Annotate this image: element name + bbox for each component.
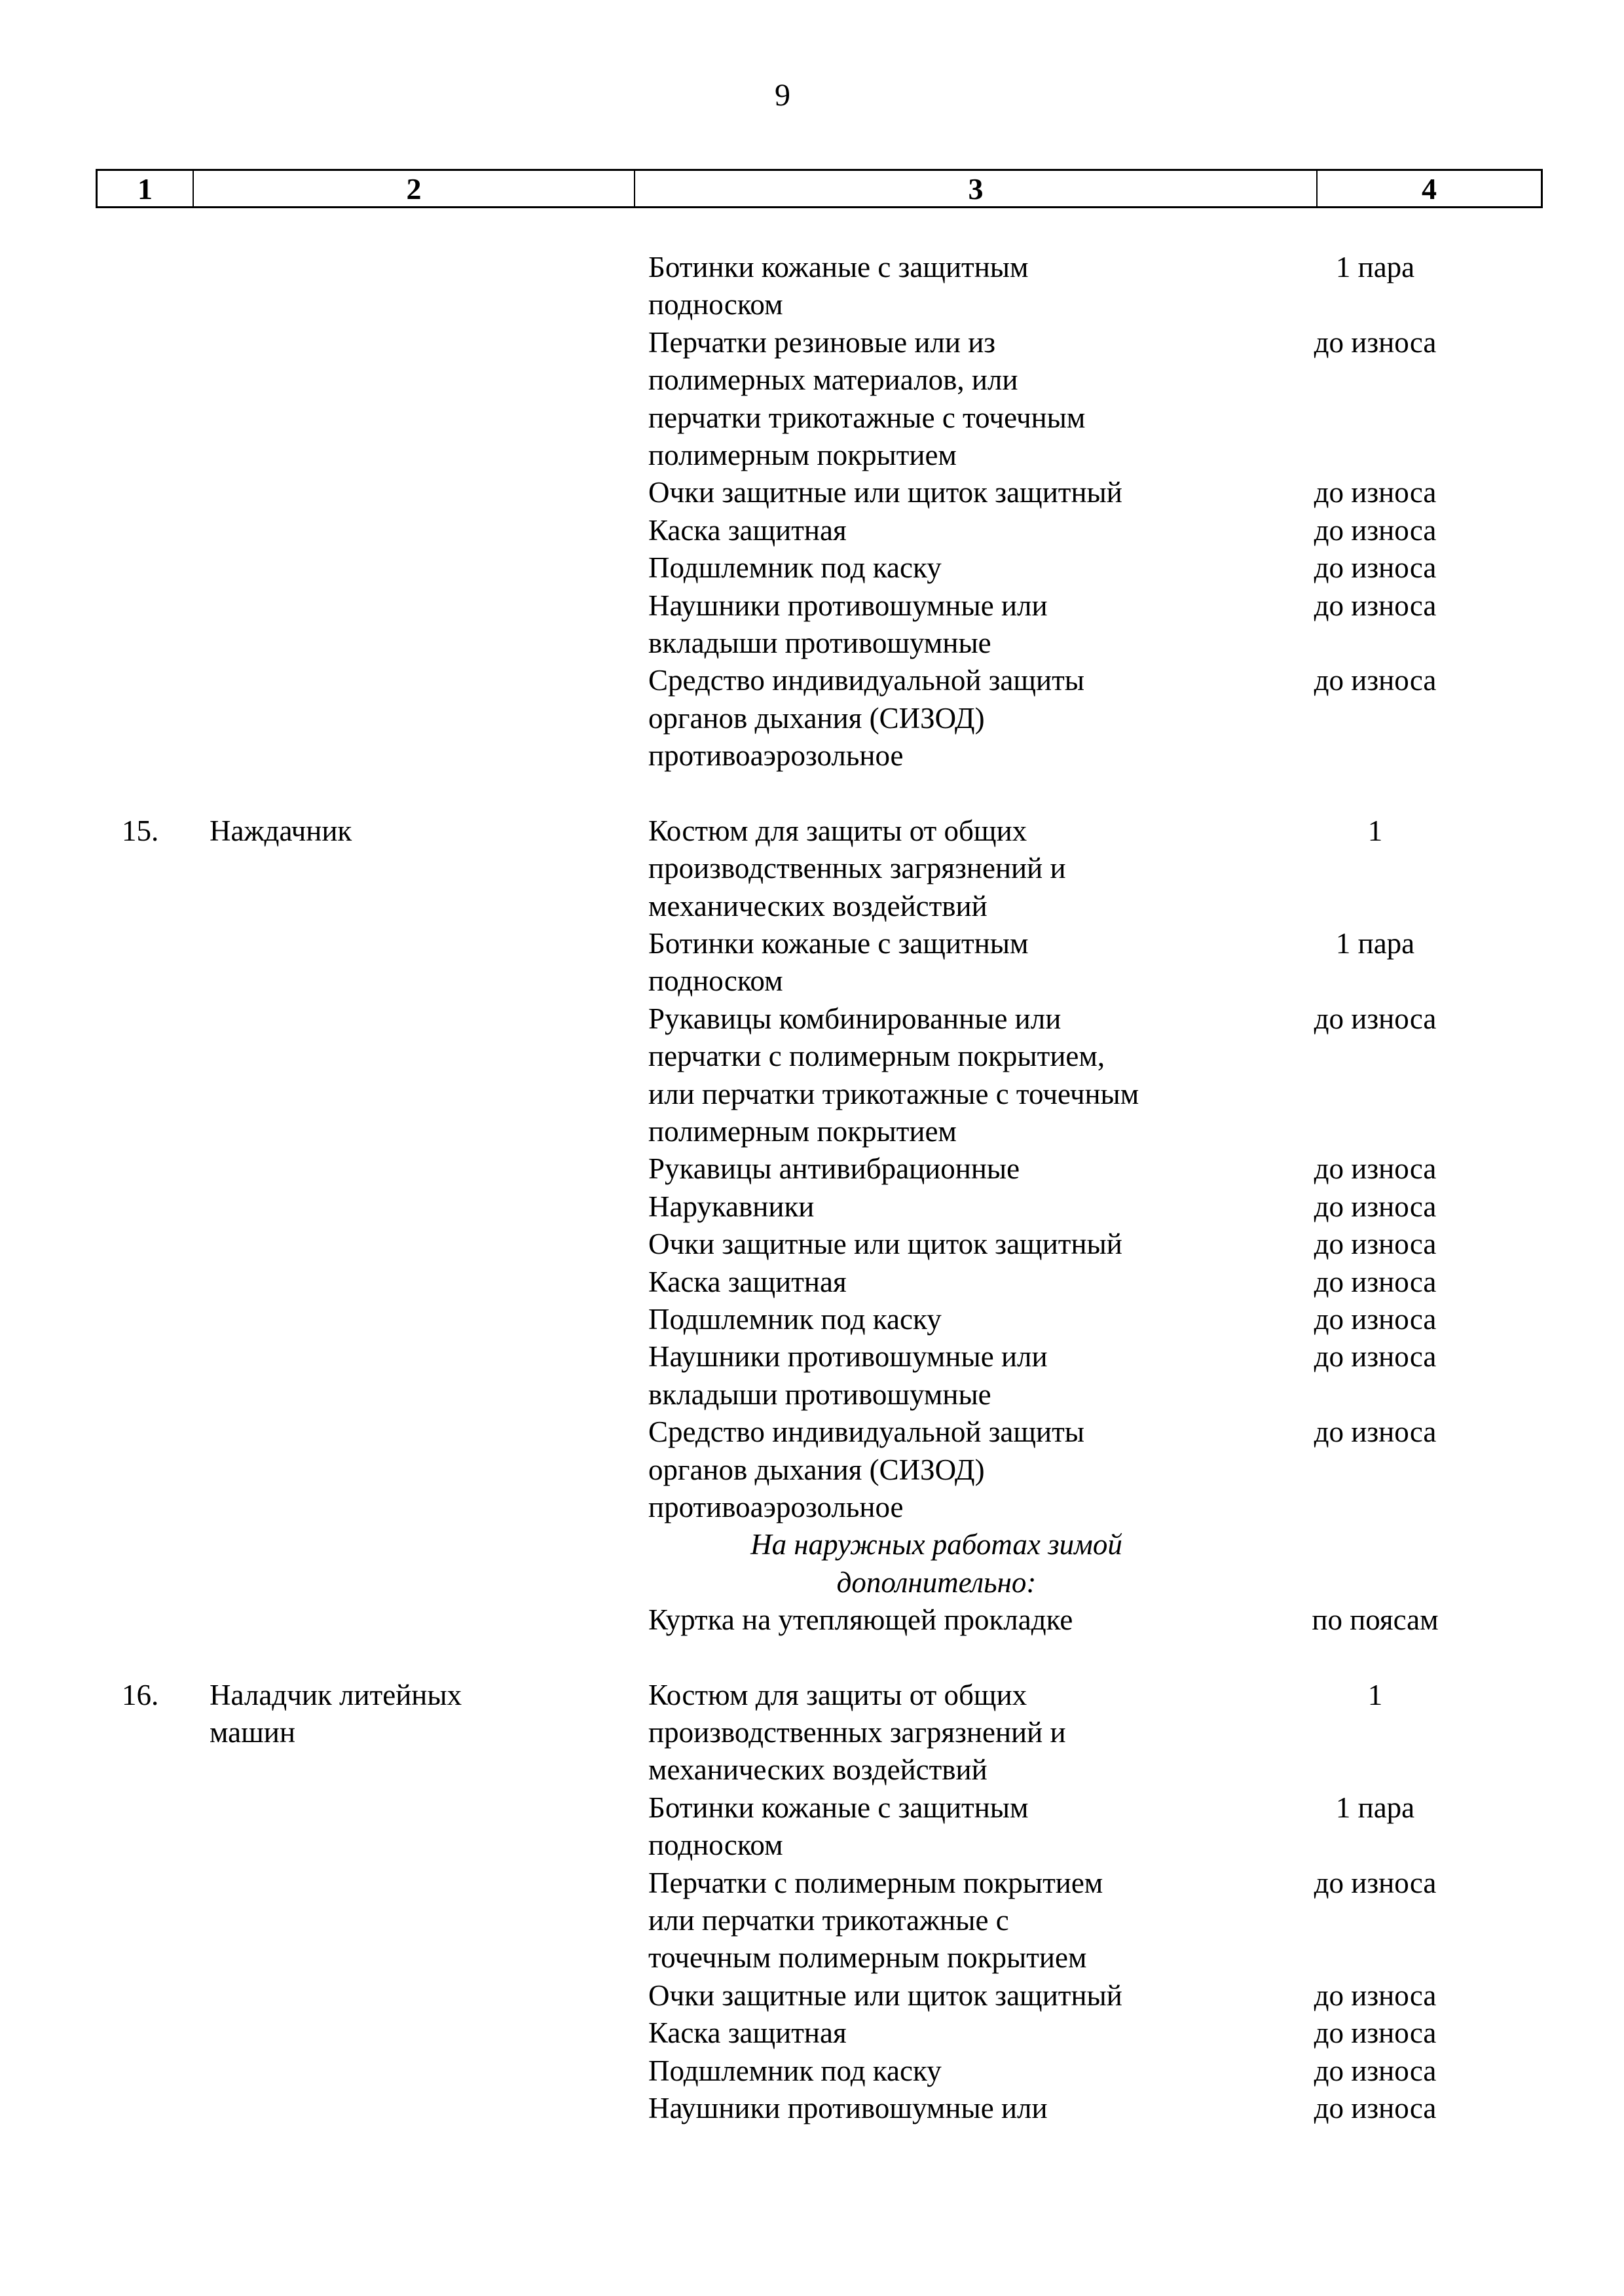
wear-term: до износа: [1314, 325, 1437, 359]
table-row: [648, 1865, 1559, 1977]
table-row: [648, 1188, 1559, 1226]
ppe-name-line: точечным полимерным покрытием: [648, 1941, 1087, 1975]
table-row: [648, 925, 1559, 1000]
wear-term: до износа: [1314, 2016, 1437, 2050]
table-row: [648, 249, 1559, 324]
table-header: [96, 169, 1543, 208]
ppe-name: [648, 1264, 1225, 1301]
ppe-name-line: механических воздействий: [648, 889, 987, 922]
ppe-name-line: органов дыхания (СИЗОД): [648, 701, 985, 735]
ppe-name: [648, 1865, 1225, 1977]
ppe-name: [648, 324, 1225, 475]
ppe-name-line: Подшлемник под каску: [648, 2054, 942, 2087]
ppe-name: [648, 925, 1225, 1000]
ppe-name: [648, 549, 1225, 587]
table-row: [648, 1413, 1559, 1526]
profession-name: [210, 1677, 629, 1752]
wear-term: до износа: [1314, 1866, 1437, 1899]
ppe-name: [648, 1188, 1225, 1226]
table-row: [648, 1301, 1559, 1338]
header-col-4: 4: [1422, 172, 1437, 206]
ppe-name-line: Перчатки резиновые или из: [648, 325, 996, 359]
ppe-name-line: полимерных материалов, или: [648, 363, 1018, 397]
ppe-name-line: полимерным покрытием: [648, 1114, 957, 1148]
page-number: 9: [775, 78, 790, 113]
ppe-name-line: вкладыши противошумные: [648, 627, 991, 660]
wear-term: 1: [1367, 814, 1383, 847]
table-row: [648, 2090, 1559, 2127]
ppe-name-line: Куртка на утепляющей прокладке: [648, 1603, 1073, 1637]
wear-term: 1 пара: [1335, 251, 1415, 283]
ppe-name-line: подноском: [648, 288, 783, 321]
wear-term: до износа: [1314, 2092, 1437, 2125]
ppe-name-line: Очки защитные или щиток защитный: [648, 476, 1122, 509]
ppe-name-line: Нарукавники: [648, 1190, 815, 1223]
ppe-name-line: Наушники противошумные или: [648, 1340, 1048, 1374]
table-group: [0, 812, 1624, 1639]
wear-term: до износа: [1314, 589, 1437, 622]
ppe-name-line: вкладыши противошумные: [648, 1377, 991, 1411]
ppe-name: [648, 1601, 1225, 1639]
table-row: [648, 324, 1559, 475]
table-group: [0, 1677, 1624, 2128]
wear-term: до износа: [1314, 1302, 1437, 1336]
wear-term: до износа: [1314, 664, 1437, 697]
ppe-list: [648, 249, 1559, 775]
ppe-name-line: подноском: [648, 964, 783, 998]
ppe-name-line: подноском: [648, 1829, 783, 1862]
row-number: 15.: [122, 814, 159, 847]
ppe-name-line: перчатки с полимерным покрытием,: [648, 1040, 1105, 1073]
ppe-name-line: Перчатки с полимерным покрытием: [648, 1866, 1103, 1899]
ppe-name: [648, 474, 1225, 511]
ppe-name-line: органов дыхания (СИЗОД): [648, 1453, 985, 1486]
ppe-name: [648, 662, 1225, 774]
wear-term: 1: [1367, 1678, 1383, 1711]
table-body: [0, 249, 1624, 2165]
ppe-name: [648, 1977, 1225, 2014]
wear-term: 1 пара: [1335, 1791, 1415, 1824]
ppe-name-line: Костюм для защиты от общих: [648, 814, 1027, 847]
ppe-list: [648, 812, 1559, 1639]
ppe-name-line: Ботинки кожаные с защитным: [648, 926, 1029, 960]
ppe-name-line: Подшлемник под каску: [648, 551, 942, 585]
ppe-name-line: противоаэрозольное: [648, 1491, 904, 1523]
ppe-name: [648, 2090, 1225, 2127]
wear-term: до износа: [1314, 551, 1437, 585]
table-row: [648, 549, 1559, 587]
table-row: [648, 1226, 1559, 1263]
ppe-name-line: Ботинки кожаные с защитным: [648, 251, 1029, 283]
ppe-name: [648, 2014, 1225, 2052]
table-row: [648, 474, 1559, 511]
wear-term: до износа: [1314, 1340, 1437, 1374]
ppe-name-line: Наушники противошумные или: [648, 2092, 1048, 2125]
ppe-name-line: Каска защитная: [648, 1265, 847, 1298]
profession-line: Наладчик литейных: [210, 1678, 462, 1711]
wear-term: до износа: [1314, 1265, 1437, 1298]
table-row: [648, 1000, 1559, 1151]
profession-line: Наждачник: [210, 814, 352, 847]
ppe-name: [648, 1677, 1225, 1789]
ppe-name-line: Каска защитная: [648, 2016, 847, 2050]
header-col-2: 2: [194, 171, 635, 206]
ppe-name-line: Рукавицы комбинированные или: [648, 1002, 1061, 1035]
ppe-name: [648, 812, 1225, 925]
ppe-name-line: Рукавицы антивибрационные: [648, 1152, 1020, 1186]
ppe-name-line: Каска защитная: [648, 513, 847, 547]
wear-term: 1 пара: [1335, 926, 1415, 960]
wear-term: до износа: [1314, 1190, 1437, 1223]
ppe-name-line: Ботинки кожаные с защитным: [648, 1791, 1029, 1824]
ppe-name: [648, 1413, 1225, 1526]
ppe-name: [648, 512, 1225, 549]
ppe-name-line: или перчатки трикотажные с: [648, 1904, 1009, 1937]
table-row: [648, 1150, 1559, 1188]
ppe-name-line: производственных загрязнений и: [648, 1716, 1066, 1749]
ppe-name: [648, 249, 1225, 324]
ppe-name: [648, 587, 1225, 663]
profession-name: [210, 812, 629, 850]
ppe-name-line: Костюм для защиты от общих: [648, 1678, 1027, 1711]
wear-term: по поясам: [1312, 1603, 1439, 1637]
table-row: [648, 1789, 1559, 1865]
note-line: На наружных работах зимой: [750, 1528, 1122, 1561]
wear-term: до износа: [1314, 1978, 1437, 2012]
table-row: [648, 812, 1559, 925]
table-row: [648, 2052, 1559, 2090]
ppe-name-line: Средство индивидуальной защиты: [648, 664, 1085, 697]
header-col-3: 3: [635, 171, 1318, 206]
table-group: [0, 249, 1624, 775]
table-row: [648, 2014, 1559, 2052]
note-text: [648, 1526, 1225, 1601]
wear-term: до износа: [1314, 2054, 1437, 2087]
wear-term: до износа: [1314, 1415, 1437, 1449]
ppe-name-line: Средство индивидуальной защиты: [648, 1415, 1085, 1449]
wear-term: до износа: [1314, 513, 1437, 547]
profession-line: машин: [210, 1716, 295, 1749]
ppe-name-line: Подшлемник под каску: [648, 1302, 942, 1336]
ppe-name-line: или перчатки трикотажные с точечным: [648, 1077, 1139, 1110]
ppe-name-line: производственных загрязнений и: [648, 852, 1066, 885]
table-row: [648, 1338, 1559, 1413]
header-col-1: 1: [98, 171, 194, 206]
ppe-name-line: противоаэрозольное: [648, 739, 904, 773]
ppe-name-line: Наушники противошумные или: [648, 589, 1048, 622]
table-row: [648, 1264, 1559, 1301]
ppe-name-line: перчатки трикотажные с точечным: [648, 401, 1086, 434]
wear-term: до износа: [1314, 1152, 1437, 1186]
ppe-name: [648, 2052, 1225, 2090]
ppe-name: [648, 1338, 1225, 1413]
wear-term: до износа: [1314, 1228, 1437, 1261]
ppe-name-line: Очки защитные или щиток защитный: [648, 1228, 1122, 1261]
table-row: [648, 662, 1559, 774]
ppe-name-line: механических воздействий: [648, 1753, 987, 1787]
table-row: [648, 1977, 1559, 2014]
ppe-name: [648, 1000, 1225, 1151]
ppe-name-line: полимерным покрытием: [648, 439, 957, 472]
note-line: дополнительно:: [836, 1565, 1037, 1599]
ppe-name: [648, 1789, 1225, 1865]
table-row: [648, 1677, 1559, 1789]
wear-term: до износа: [1314, 476, 1437, 509]
ppe-name-line: Очки защитные или щиток защитный: [648, 1978, 1122, 2012]
ppe-list: [648, 1677, 1559, 2128]
table-row: [648, 1601, 1559, 1639]
table-row: [648, 512, 1559, 549]
ppe-name: [648, 1226, 1225, 1263]
ppe-name: [648, 1301, 1225, 1338]
ppe-name: [648, 1150, 1225, 1188]
wear-term: до износа: [1314, 1002, 1437, 1035]
table-row: [648, 587, 1559, 663]
row-number: 16.: [122, 1678, 159, 1711]
